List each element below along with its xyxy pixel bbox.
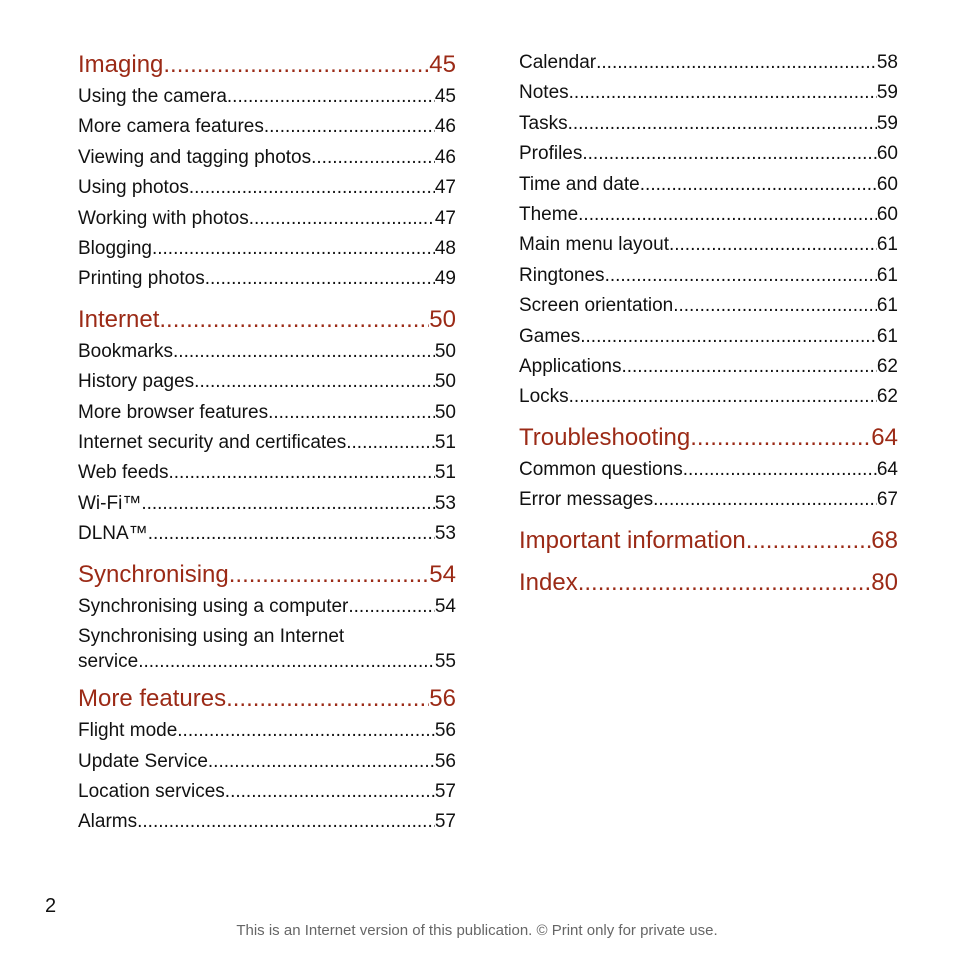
dot-leader: [226, 682, 429, 716]
toc-item[interactable]: [78, 264, 456, 294]
dot-leader: [173, 337, 435, 367]
toc-left-column: [78, 48, 456, 846]
toc-item-title: Main menu layout: [519, 234, 669, 256]
dot-leader: [152, 234, 435, 264]
dot-leader: [249, 204, 435, 234]
toc-heading[interactable]: [78, 682, 456, 716]
dot-leader: [227, 82, 435, 112]
dot-leader: [137, 807, 435, 837]
toc-item[interactable]: [519, 455, 898, 485]
toc-item-page: 59: [876, 112, 898, 134]
toc-item-title: Time and date: [519, 173, 640, 195]
dot-leader: [159, 303, 429, 337]
toc-item[interactable]: [78, 337, 456, 367]
dot-leader: [268, 398, 435, 428]
toc-item-title: Web feeds: [78, 462, 169, 484]
toc-item-title: DLNA™: [78, 523, 148, 545]
toc-item-page: 49: [434, 268, 456, 290]
toc-heading-title: Index: [519, 568, 578, 596]
dot-leader: [569, 382, 877, 412]
toc-item-page: 53: [434, 523, 456, 545]
toc-item-page: 47: [434, 177, 456, 199]
toc-item-page: 45: [434, 86, 456, 107]
toc-item-page: 56: [434, 750, 456, 772]
toc-item-title: Error messages: [519, 489, 654, 511]
toc-item-page: 61: [876, 295, 898, 317]
toc-item-page: 57: [434, 811, 456, 833]
dot-leader: [177, 716, 435, 746]
toc-item-page: 46: [434, 116, 456, 138]
toc-item-title: Applications: [519, 356, 622, 378]
dot-leader: [229, 558, 430, 592]
toc-item[interactable]: [78, 807, 456, 837]
toc-item-title: Printing photos: [78, 268, 205, 290]
toc-item-title: Notes: [519, 82, 569, 104]
dot-leader: [163, 48, 429, 82]
toc-heading[interactable]: [78, 48, 456, 82]
toc-heading[interactable]: [519, 524, 898, 558]
toc-heading[interactable]: [78, 558, 456, 592]
toc-heading-page: 68: [871, 526, 898, 554]
dot-leader: [348, 592, 434, 622]
toc-heading-title: Troubleshooting: [519, 423, 691, 451]
toc-item-page: 62: [876, 386, 898, 408]
toc-item-page: 60: [876, 173, 898, 195]
dot-leader: [264, 112, 435, 142]
toc-item[interactable]: [519, 322, 898, 352]
toc-heading-page: 50: [429, 305, 456, 333]
toc-item[interactable]: [519, 261, 898, 291]
toc-item-title: Location services: [78, 780, 225, 802]
dot-leader: [640, 170, 877, 200]
dot-leader: [311, 143, 435, 173]
toc-item-page: 60: [876, 204, 898, 226]
toc-section-internet: [78, 303, 456, 550]
toc-item-title: Alarms: [78, 811, 138, 833]
toc-item-title: Games: [519, 325, 581, 347]
toc-heading-title: Important information: [519, 526, 746, 554]
toc-item-title: Screen orientation: [519, 295, 674, 317]
toc-item-page: 62: [876, 356, 898, 378]
dot-leader: [596, 48, 877, 78]
toc-item[interactable]: [78, 489, 456, 519]
toc-item[interactable]: [78, 234, 456, 264]
dot-leader: [578, 566, 872, 600]
toc-section-more-features: [78, 682, 456, 838]
toc-item-title: Theme: [519, 204, 579, 226]
toc-item-page: 61: [876, 325, 898, 347]
toc-item-title: Common questions: [519, 458, 683, 480]
toc-heading-page: 54: [429, 560, 456, 588]
toc-item[interactable]: [519, 78, 898, 108]
toc-heading-page: 56: [429, 685, 456, 713]
toc-item-title: Viewing and tagging photos: [78, 146, 312, 168]
toc-item-page: 55: [434, 651, 456, 673]
toc-item-page: 48: [434, 238, 456, 260]
dot-leader: [673, 291, 877, 321]
toc-item-page: 56: [434, 720, 456, 742]
toc-item[interactable]: [519, 291, 898, 321]
toc-item-title: Update Service: [78, 750, 208, 772]
dot-leader: [138, 649, 435, 674]
toc-section-important-information: [519, 524, 898, 558]
toc-item-title: Profiles: [519, 143, 583, 165]
toc-right-column: [519, 48, 898, 608]
toc-item-page: 50: [434, 371, 456, 393]
dot-leader: [683, 455, 877, 485]
toc-heading-title: Imaging: [78, 51, 164, 78]
toc-item[interactable]: [78, 777, 456, 807]
toc-item[interactable]: [78, 367, 456, 397]
dot-leader: [568, 109, 877, 139]
toc-item-page: 58: [876, 52, 898, 73]
toc-item-page: 61: [876, 264, 898, 286]
toc-item-page: 47: [434, 207, 456, 229]
toc-item[interactable]: [519, 48, 898, 78]
toc-item[interactable]: [78, 428, 456, 458]
toc-item-title: Locks: [519, 386, 569, 408]
toc-item-page: 67: [876, 489, 898, 511]
toc-item[interactable]: [78, 519, 456, 549]
dot-leader: [621, 352, 876, 382]
dot-leader: [205, 264, 435, 294]
toc-heading-title: More features: [78, 685, 227, 713]
toc-item-page: 64: [876, 458, 898, 480]
toc-item-title-line2: service: [78, 651, 139, 673]
toc-item[interactable]: [519, 230, 898, 260]
toc-item-title: Calendar: [519, 52, 597, 73]
toc-item[interactable]: [78, 398, 456, 428]
dot-leader: [141, 489, 435, 519]
dot-leader: [194, 367, 435, 397]
toc-heading-page: 45: [429, 51, 456, 78]
dot-leader: [582, 139, 877, 169]
dot-leader: [578, 200, 877, 230]
toc-heading-title: Synchronising: [78, 560, 229, 588]
toc-item[interactable]: [78, 143, 456, 173]
toc-item-title: Using the camera: [78, 86, 227, 107]
toc-item[interactable]: [78, 204, 456, 234]
dot-leader: [346, 428, 435, 458]
toc-item[interactable]: [78, 716, 456, 746]
toc-item[interactable]: [519, 139, 898, 169]
page-number: 2: [45, 895, 57, 917]
toc-section-troubleshooting: [519, 421, 898, 516]
toc-item-title: Blogging: [78, 238, 152, 260]
toc-item[interactable]: [519, 382, 898, 412]
toc-item-title: More camera features: [78, 116, 264, 138]
dot-leader: [746, 524, 872, 558]
toc-section-index: [519, 566, 898, 600]
toc-heading[interactable]: [519, 421, 898, 455]
toc-item-title: Working with photos: [78, 207, 249, 229]
dot-leader: [569, 78, 877, 108]
toc-item[interactable]: [519, 352, 898, 382]
dot-leader: [168, 458, 434, 488]
toc-item-page: 50: [434, 340, 456, 362]
toc-item[interactable]: [78, 592, 456, 622]
toc-item-title: History pages: [78, 371, 195, 393]
toc-item-title: Synchronising using a computer: [78, 595, 349, 617]
toc-item[interactable]: [78, 458, 456, 488]
dot-leader: [669, 230, 877, 260]
toc-item-page: 53: [434, 492, 456, 514]
toc-item-title: Ringtones: [519, 264, 605, 286]
toc-item-page: 51: [434, 432, 456, 454]
toc-item-page: 50: [434, 401, 456, 423]
toc-item[interactable]: [78, 112, 456, 142]
toc-item[interactable]: [78, 747, 456, 777]
toc-item-page: 60: [876, 143, 898, 165]
toc-item-page: 61: [876, 234, 898, 256]
toc-item-title: Bookmarks: [78, 340, 174, 362]
toc-item-title: Tasks: [519, 112, 568, 134]
toc-item[interactable]: [519, 170, 898, 200]
toc-item[interactable]: [519, 109, 898, 139]
toc-item[interactable]: [78, 173, 456, 203]
toc-section-synchronising: [78, 558, 456, 674]
dot-leader: [653, 485, 877, 515]
toc-heading-page: 80: [871, 568, 898, 596]
toc-item[interactable]: [519, 485, 898, 515]
toc-item-title: Internet security and certificates: [78, 432, 347, 454]
toc-item-title: More browser features: [78, 401, 269, 423]
toc-item-page: 54: [434, 595, 456, 617]
toc-heading-page: 64: [871, 423, 898, 451]
toc-item-title: Wi-Fi™: [78, 492, 142, 514]
dot-leader: [605, 261, 877, 291]
toc-item-page: 57: [434, 780, 456, 802]
dot-leader: [580, 322, 877, 352]
toc-item-page: 59: [876, 82, 898, 104]
toc-heading-title: Internet: [78, 305, 160, 333]
dot-leader: [690, 421, 871, 455]
dot-leader: [208, 747, 435, 777]
toc-item[interactable]: [519, 200, 898, 230]
toc-heading[interactable]: [519, 566, 898, 600]
toc-heading[interactable]: [78, 303, 456, 337]
toc-item-title-line1: Synchronising using an Internet: [78, 626, 345, 648]
toc-section-imaging: [78, 48, 456, 295]
dot-leader: [148, 519, 435, 549]
toc-item-title: Flight mode: [78, 720, 178, 742]
dot-leader: [225, 777, 435, 807]
toc-section-continued: [519, 48, 898, 413]
toc-item[interactable]: [78, 624, 456, 674]
toc-item-page: 46: [434, 146, 456, 168]
toc-item-title: Using photos: [78, 177, 189, 199]
toc-item[interactable]: [78, 82, 456, 112]
footer-note: This is an Internet version of this publication. © Print only for private use.: [236, 922, 718, 939]
dot-leader: [189, 173, 435, 203]
toc-item-page: 51: [434, 462, 456, 484]
